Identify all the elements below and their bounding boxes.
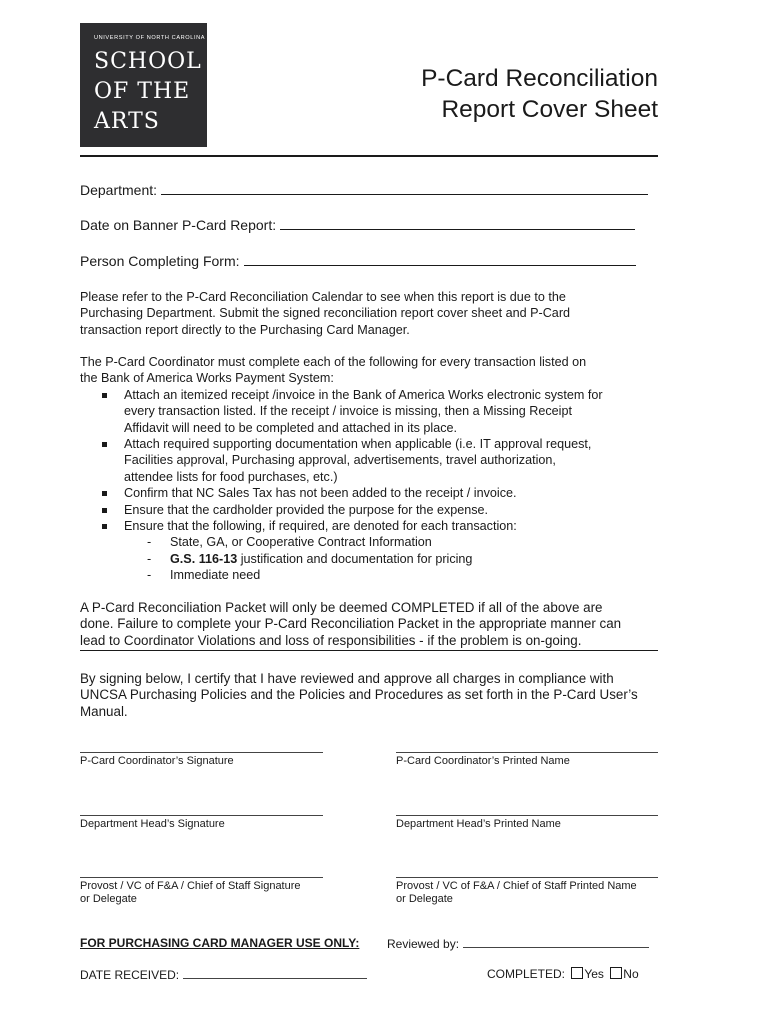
instruction-item xyxy=(80,502,660,518)
title-line-2: Report Cover Sheet xyxy=(441,96,658,123)
certification-paragraph xyxy=(80,671,660,720)
certify-line: Manual. xyxy=(80,703,128,719)
certify-line: UNCSA Purchasing Policies and the Policies and Procedures as set forth in the P-Card User’s xyxy=(80,687,638,703)
coordinator-printed-name-label: P-Card Coordinator’s Printed Name xyxy=(396,755,570,767)
department-field xyxy=(80,181,648,198)
instruction-line: Ensure that the following, if required, are denoted for each transaction: xyxy=(124,519,517,534)
completed-note-line: lead to Coordinator Violations and loss of responsibilities - if the problem is on-going. xyxy=(80,632,582,648)
provost-signature-label-line: or Delegate xyxy=(80,893,137,905)
provost-printed-name-label-line: or Delegate xyxy=(396,893,453,905)
date-received-field xyxy=(80,967,367,982)
person-completing-label: Person Completing Form: xyxy=(80,253,240,269)
logo-line-1: SCHOOL xyxy=(94,49,202,74)
completed-note xyxy=(80,600,660,649)
intro-line: Please refer to the P-Card Reconciliation Calendar to see when this report is due to the xyxy=(80,290,566,304)
school-logo xyxy=(80,23,207,147)
person-completing-field xyxy=(80,252,636,269)
bullet-square-icon xyxy=(102,393,107,398)
sub-instruction-text: Immediate need xyxy=(170,568,261,583)
intro-paragraph xyxy=(80,289,660,338)
instruction-item xyxy=(80,518,660,534)
completed-field xyxy=(487,967,639,981)
provost-signature-label xyxy=(80,880,301,906)
bullet-square-icon xyxy=(102,491,107,496)
coordinator-signature-label: P-Card Coordinator’s Signature xyxy=(80,755,234,767)
provost-printed-name-label xyxy=(396,880,637,906)
page-title xyxy=(421,63,658,125)
instruction-line: attendee lists for food purchases, etc.) xyxy=(124,469,338,484)
manager-use-only-text: FOR PURCHASING CARD MANAGER USE ONLY: xyxy=(80,936,360,950)
person-completing-input-line[interactable] xyxy=(244,252,636,266)
provost-signature-line[interactable] xyxy=(80,877,323,878)
intro-line: transaction report directly to the Purchasing Card Manager. xyxy=(80,322,410,337)
department-head-signature-line[interactable] xyxy=(80,815,323,816)
department-head-signature-label: Department Head’s Signature xyxy=(80,818,225,830)
department-label: Department: xyxy=(80,182,158,198)
completed-note-line: done. Failure to complete your P-Card Reconciliation Packet in the appropriate manner can xyxy=(80,616,622,632)
logo-line-3: ARTS xyxy=(94,109,160,134)
sub-instruction-text: justification and documentation for pricing xyxy=(237,551,473,566)
header-divider xyxy=(80,155,658,157)
reviewed-by-label: Reviewed by: xyxy=(387,937,460,951)
yes-label: Yes xyxy=(584,967,604,981)
coordinator-lead-line: The P-Card Coordinator must complete each of the following for every transaction listed on xyxy=(80,355,587,369)
no-checkbox[interactable] xyxy=(610,967,622,979)
instruction-item xyxy=(80,485,660,501)
instruction-line: Attach required supporting documentation when applicable (i.e. IT approval request, xyxy=(124,437,592,452)
section-divider xyxy=(80,650,658,651)
date-on-banner-field xyxy=(80,216,635,233)
bullet-square-icon xyxy=(102,508,107,513)
instruction-item xyxy=(80,436,660,485)
instruction-line: Ensure that the cardholder provided the purpose for the expense. xyxy=(124,502,489,517)
dash-icon: - xyxy=(147,551,152,566)
date-received-label: DATE RECEIVED: xyxy=(80,968,180,982)
date-on-banner-input-line[interactable] xyxy=(280,216,635,230)
instruction-line: Attach an itemized receipt /invoice in the Bank of America Works electronic system for xyxy=(124,387,603,402)
sub-instruction-bold: G.S. 116-13 xyxy=(170,551,238,566)
sub-instruction-item xyxy=(80,551,660,567)
no-label: No xyxy=(623,967,639,981)
sub-instruction-item xyxy=(80,567,660,583)
manager-use-only-label xyxy=(80,936,359,950)
date-on-banner-label: Date on Banner P-Card Report: xyxy=(80,217,277,233)
coordinator-instructions xyxy=(80,354,660,584)
sub-instruction-list xyxy=(80,534,660,583)
bullet-square-icon xyxy=(102,524,107,529)
coordinator-signature-line[interactable] xyxy=(80,752,323,753)
provost-signature-label-line: Provost / VC of F&A / Chief of Staff Signature xyxy=(80,880,301,892)
department-input-line[interactable] xyxy=(161,181,648,195)
intro-line: Purchasing Department. Submit the signed reconciliation report cover sheet and P-Card xyxy=(80,306,571,321)
yes-checkbox[interactable] xyxy=(571,967,583,979)
instruction-item xyxy=(80,387,660,436)
date-received-input-line[interactable] xyxy=(183,967,367,979)
department-head-printed-name-label: Department Head’s Printed Name xyxy=(396,818,561,830)
logo-university-text: UNIVERSITY OF NORTH CAROLINA xyxy=(94,35,206,41)
reviewed-by-input-line[interactable] xyxy=(463,936,649,948)
reviewed-by-field xyxy=(387,936,649,951)
bullet-square-icon xyxy=(102,442,107,447)
coordinator-printed-name-line[interactable] xyxy=(396,752,658,753)
completed-note-line: A P-Card Reconciliation Packet will only be deemed COMPLETED if all of the above are xyxy=(80,600,603,615)
instruction-line: Facilities approval, Purchasing approval, advertisements, travel authorization, xyxy=(124,453,556,468)
provost-printed-name-line[interactable] xyxy=(396,877,658,878)
dash-icon: - xyxy=(147,535,152,550)
coordinator-lead-line: the Bank of America Works Payment System: xyxy=(80,371,334,386)
dash-icon: - xyxy=(147,568,152,583)
department-head-printed-name-line[interactable] xyxy=(396,815,658,816)
instruction-line: Confirm that NC Sales Tax has not been added to the receipt / invoice. xyxy=(124,486,517,501)
instruction-line: Affidavit will need to be completed and attached in its place. xyxy=(124,420,458,435)
instruction-line: every transaction listed. If the receipt / invoice is missing, then a Missing Receipt xyxy=(124,404,572,419)
instruction-list xyxy=(80,387,660,535)
logo-line-2: OF THE xyxy=(94,79,191,104)
sub-instruction-item xyxy=(80,534,660,550)
completed-label: COMPLETED: xyxy=(487,967,566,981)
certify-line: By signing below, I certify that I have reviewed and approve all charges in compliance with xyxy=(80,671,614,686)
sub-instruction-text: State, GA, or Cooperative Contract Information xyxy=(170,535,432,550)
provost-printed-name-label-line: Provost / VC of F&A / Chief of Staff Printed Name xyxy=(396,880,637,892)
title-line-1: P-Card Reconciliation xyxy=(421,65,658,92)
